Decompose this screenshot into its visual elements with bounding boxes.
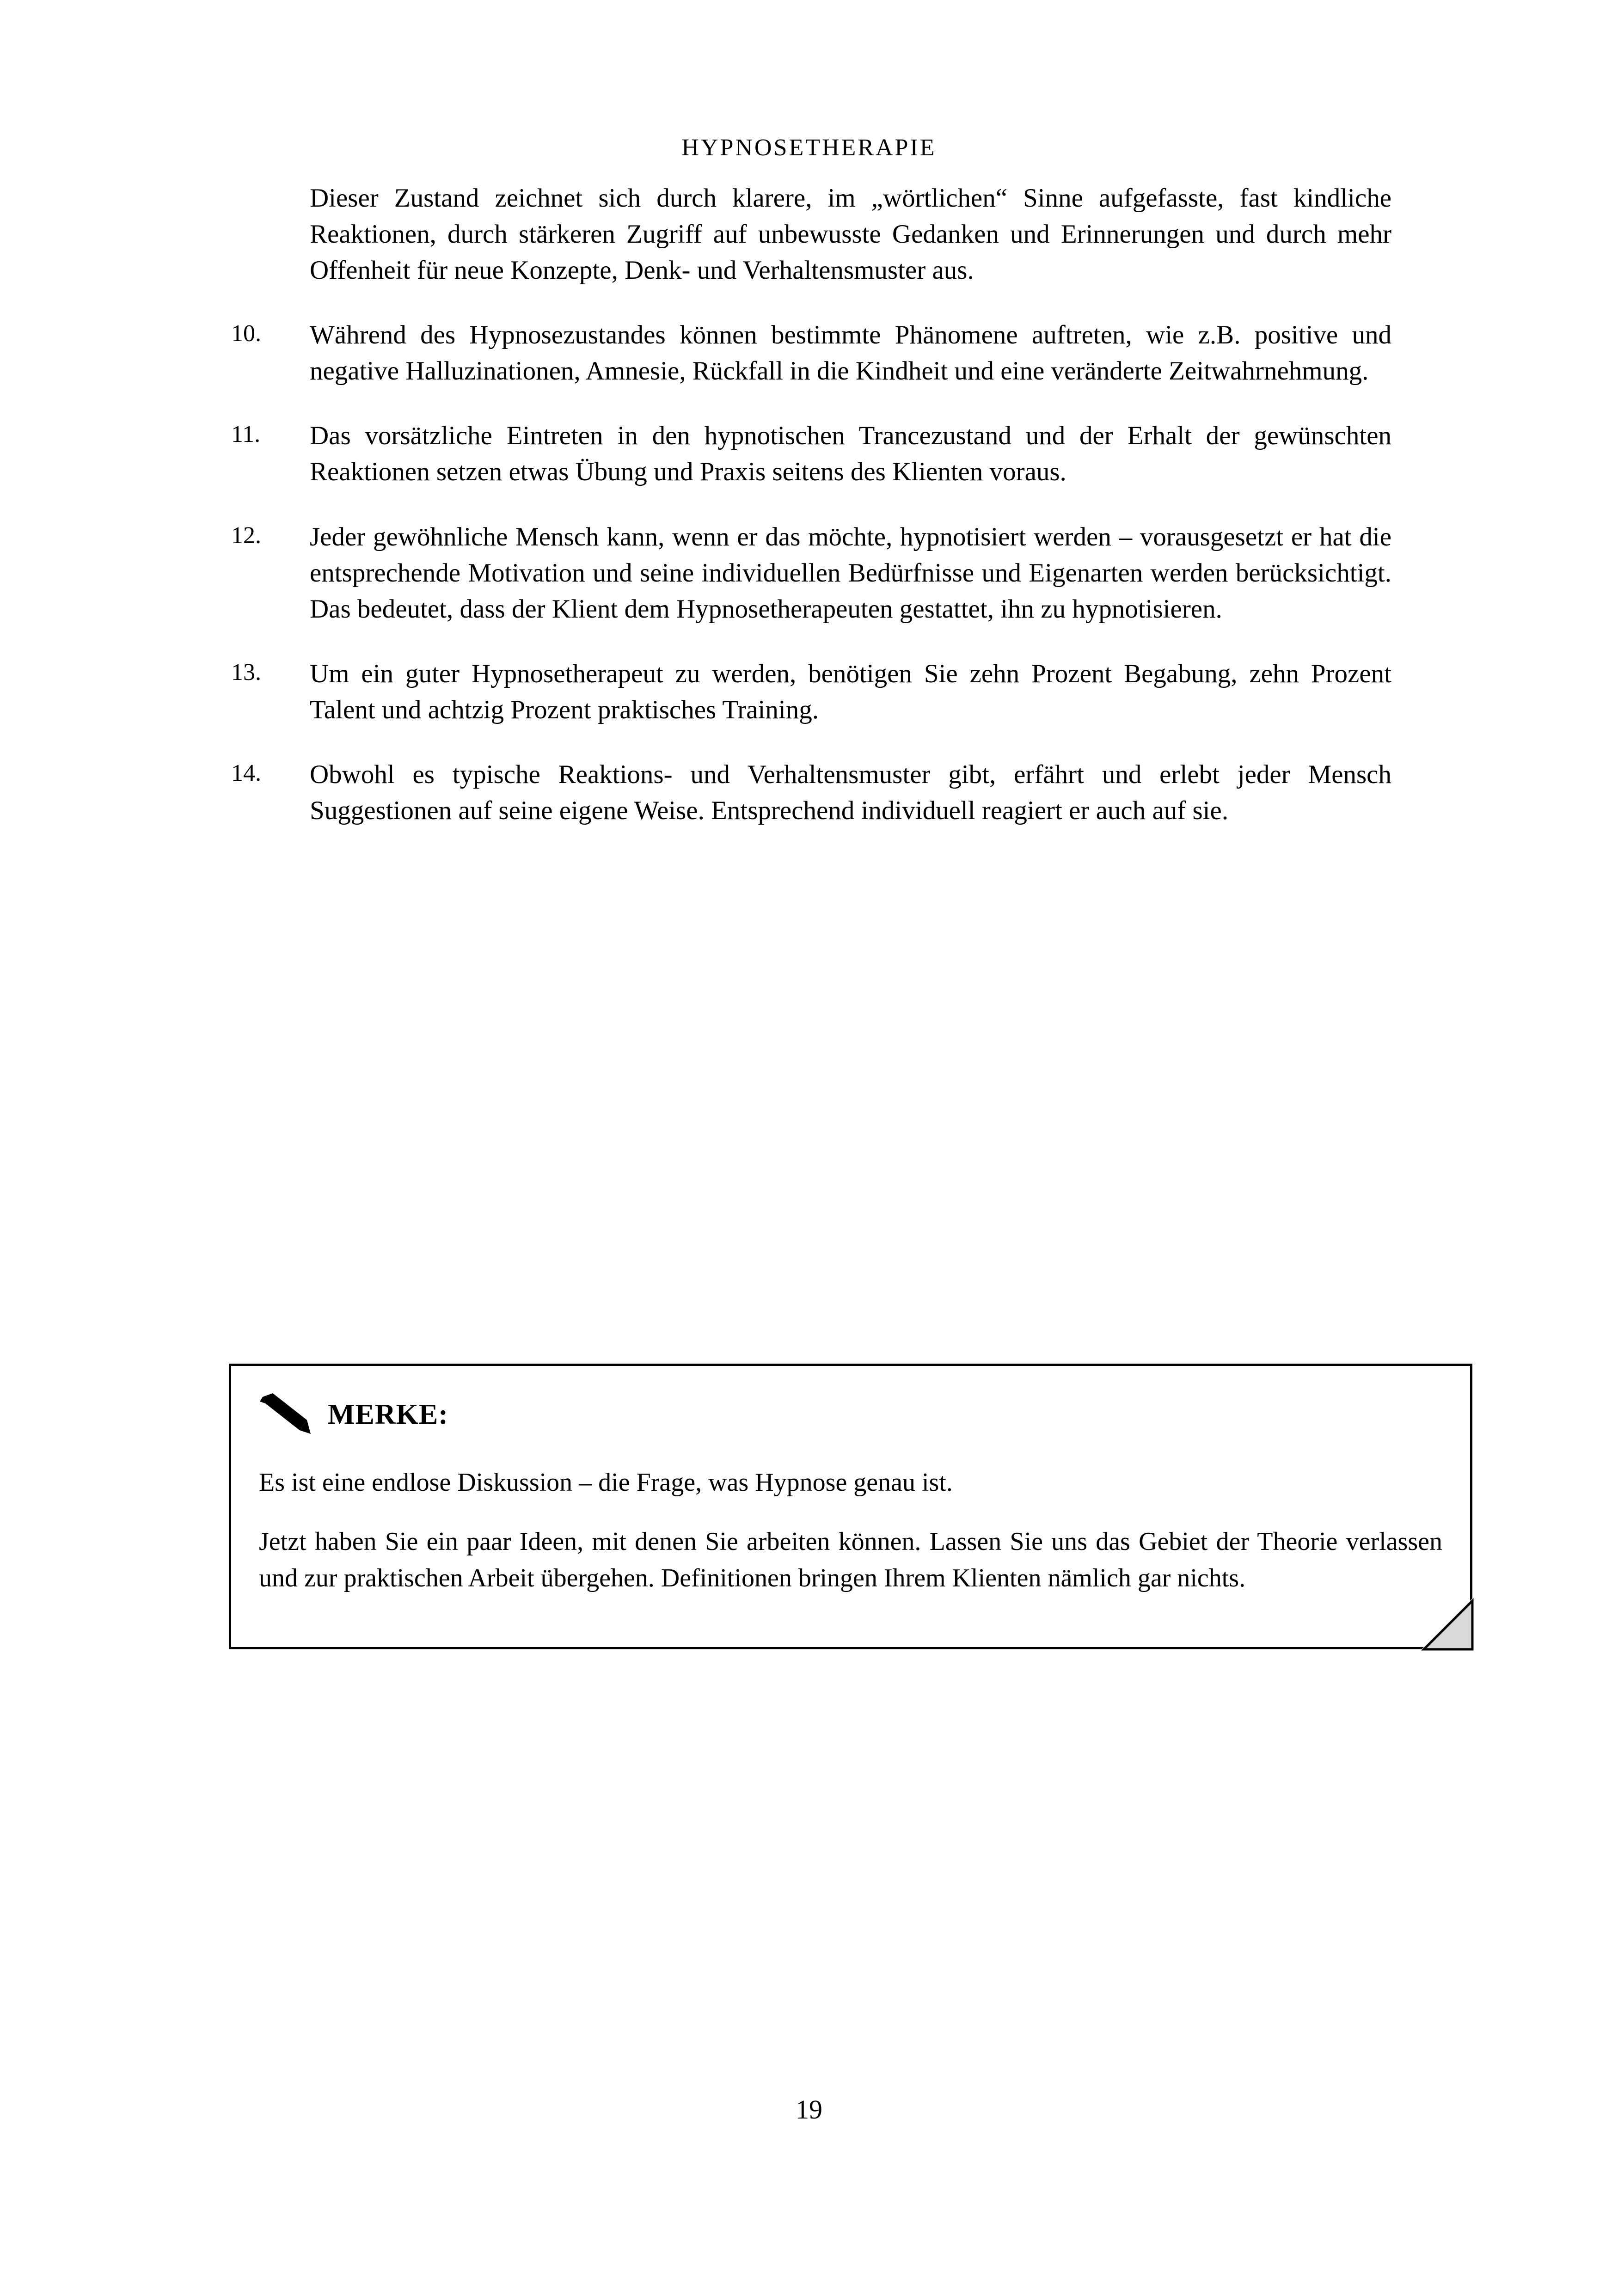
list-item-text: Um ein guter Hypnosetherapeut zu werden, benötigen Sie zehn Prozent Begabung, zehn Prozent Talent und achtzig Prozent praktisches Training. — [310, 659, 1391, 724]
note-box-paragraph: Es ist eine endlose Diskussion – die Frage, was Hypnose genau ist. — [259, 1468, 953, 1497]
list-item-text: Das vorsätzliche Eintreten in den hypnotischen Trancezustand und der Erhalt der gewünschten Reaktionen setzen etwas Übung und Praxis seitens des Klienten voraus. — [310, 421, 1391, 487]
dog-ear-fold — [1422, 1598, 1472, 1649]
list-item-number: 10. — [231, 320, 261, 347]
note-box — [229, 1364, 1472, 1649]
list-item-number: 14. — [231, 759, 261, 786]
numbered-list — [231, 317, 1391, 829]
list-item-number: 13. — [231, 659, 261, 686]
running-head: HYPNOSETHERAPIE — [681, 135, 937, 161]
list-item-text: Jeder gewöhnliche Mensch kann, wenn er das möchte, hypnotisiert werden – vorausgesetzt er hat die entsprechende Motivation und seine individuellen Bedürfnisse und Eigenarten werden berücksichtigt. Das bedeutet, dass der Klient dem Hypnosetherapeuten gestattet, ihn zu hypnotisieren. — [310, 522, 1391, 624]
body-content — [231, 180, 1391, 857]
pencil-icon — [259, 1391, 312, 1438]
list-item — [231, 317, 1391, 389]
note-box-title: MERKE: — [328, 1398, 448, 1430]
page-number: 19 — [796, 2094, 822, 2125]
list-item-text: Während des Hypnosezustandes können bestimmte Phänomene auftreten, wie z.B. positive und negative Halluzinationen, Amnesie, Rückfall in die Kindheit und eine veränderte Zeitwahrnehmung. — [310, 320, 1391, 386]
list-item-number: 11. — [231, 421, 261, 448]
note-box-header — [259, 1391, 1442, 1438]
lead-paragraph: Dieser Zustand zeichnet sich durch klarere, im „wörtlichen“ Sinne aufgefasste, fast kindliche Reaktionen, durch stärkeren Zugriff auf unbewusste Gedanken und Erinnerungen und durch mehr Offenheit für neue Konzepte, Denk- und Verhaltensmuster aus. — [310, 184, 1391, 285]
list-item-number: 12. — [231, 522, 261, 549]
list-item — [231, 656, 1391, 728]
list-item-text: Obwohl es typische Reaktions- und Verhaltensmuster gibt, erfährt und erlebt jeder Mensch Suggestionen auf seine eigene Weise. Entsprechend individuell reagiert er auch auf sie. — [310, 759, 1391, 826]
note-box-paragraph: Jetzt haben Sie ein paar Ideen, mit denen Sie arbeiten können. Lassen Sie uns das Gebiet der Theorie verlassen und zur praktischen Arbeit übergehen. Definitionen bringen Ihrem Klienten nämlich gar nichts. — [259, 1527, 1442, 1593]
list-item — [231, 519, 1391, 627]
list-item — [231, 418, 1391, 490]
list-item — [231, 757, 1391, 829]
